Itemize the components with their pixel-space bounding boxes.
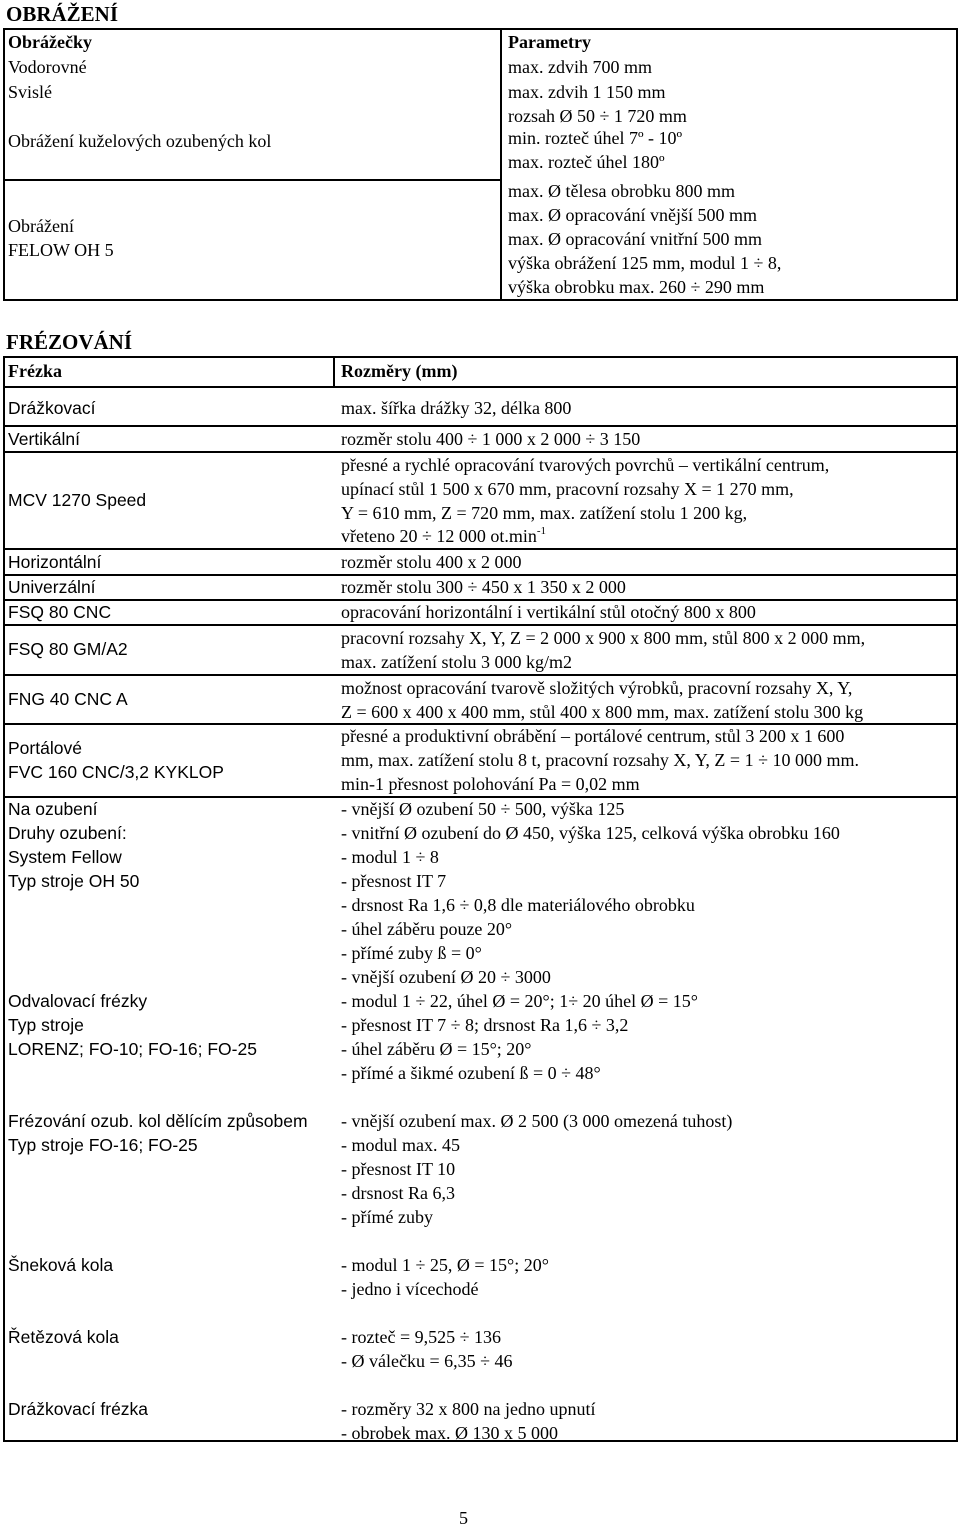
frezka-param: max. šířka drážky 32, délka 800 [341,398,572,418]
gear-machine-line [8,1061,308,1085]
gear-machine-line [8,893,308,917]
gear-param-line: - drsnost Ra 1,6 ÷ 0,8 dle materiálového obrobku [341,895,695,915]
obrazeni-param: max. Ø opracování vnější 500 mm [508,205,757,225]
frezka-param: pracovní rozsahy X, Y, Z = 2 000 x 900 x 800 mm, stůl 800 x 2 000 mm, [341,628,866,648]
gear-param-line: - vnitřní Ø ozubení do Ø 450, výška 125, celková výška obrobku 160 [341,823,840,843]
frezka-param: opracování horizontální i vertikální stůl otočný 800 x 800 [341,602,756,622]
frezka-param: přesné a produktivní obrábění – portálové centrum, stůl 3 200 x 1 600 [341,726,845,746]
gear-machine-line [8,965,308,989]
gear-machine-line [8,1157,308,1181]
gear-param-line: - obrobek max. Ø 130 x 5 000 [341,1423,558,1443]
gear-param-line [341,1301,840,1325]
frezovani-col1-header: Frézka [8,361,62,381]
gear-param-line: - vnější ozubení Ø 20 ÷ 3000 [341,967,551,987]
gear-machine-line [8,1229,308,1253]
frezka-param: min-1 přesnost polohování Pa = 0,02 mm [341,774,640,794]
gear-machine-line: Odvalovací frézky [8,991,148,1011]
frezka-param: Z = 600 x 400 x 400 mm, stůl 400 x 800 mm, max. zatížení stolu 300 kg [341,702,864,722]
gear-param-line: - modul max. 45 [341,1135,460,1155]
frezka-param: Y = 610 mm, Z = 720 mm, max. zatížení stolu 1 200 kg, [341,503,748,523]
obrazeni-param: max. zdvih 1 150 mm [508,82,666,102]
gear-machine-line: Druhy ozubení: [8,823,127,843]
frezka-name: FNG 40 CNC A [8,689,128,709]
obrazeni-param: výška obrážení 125 mm, modul 1 ÷ 8, [508,253,782,273]
gear-machine-line: System Fellow [8,847,122,867]
gear-machine-line [8,1301,308,1325]
gear-param-line: - Ø válečku = 6,35 ÷ 46 [341,1351,513,1371]
gear-param-line [341,1373,840,1397]
gear-machine-line [8,1349,308,1373]
gear-machine-line [8,1205,308,1229]
obrazeni-param: max. Ø opracování vnitřní 500 mm [508,229,762,249]
frezka-param: rozměr stolu 400 x 2 000 [341,552,522,572]
obrazeni-row-name: Svislé [8,82,53,102]
section-heading-frezovani: FRÉZOVÁNÍ [6,330,133,354]
gear-param-line: - přesnost IT 7 ÷ 8; drsnost Ra 1,6 ÷ 3,2 [341,1015,629,1035]
frezka-name: Drážkovací [8,398,96,418]
gear-param-line: - vnější ozubení max. Ø 2 500 (3 000 omezená tuhost) [341,1111,733,1131]
gear-parameters-list [341,797,840,1445]
frezka-param: přesné a rychlé opracování tvarových povrchů – vertikální centrum, [341,455,830,475]
obrazeni-row-name: Obrážení [8,216,74,236]
obrazeni-row-name: FELOW OH 5 [8,240,114,260]
gear-param-line: - úhel záběru Ø = 15°; 20° [341,1039,532,1059]
gear-param-line: - drsnost Ra 6,3 [341,1183,455,1203]
gear-param-line: - rozměry 32 x 800 na jedno upnutí [341,1399,596,1419]
gear-param-line [341,1085,840,1109]
gear-machine-line [8,1085,308,1109]
gear-machine-line [8,1181,308,1205]
frezka-name: MCV 1270 Speed [8,490,147,510]
gear-machine-line: Na ozubení [8,799,98,819]
gear-machine-line: Řetězová kola [8,1327,119,1347]
gear-machine-line [8,917,308,941]
obrazeni-row-name: Obrážení kuželových ozubených kol [8,131,272,151]
gear-machine-line: Šneková kola [8,1255,114,1275]
frezka-name: Univerzální [8,577,96,597]
gear-param-line: - přímé zuby [341,1207,433,1227]
frezka-name: FSQ 80 GM/A2 [8,639,128,659]
obrazeni-param: min. rozteč úhel 7º - 10º [508,128,683,148]
frezka-name: Vertikální [8,429,80,449]
gear-param-line: - rozteč = 9,525 ÷ 136 [341,1327,501,1347]
obrazeni-param: rozsah Ø 50 ÷ 1 720 mm [508,106,687,126]
obrazeni-col1-header: Obrážečky [8,32,92,52]
frezka-param: mm, max. zatížení stolu 8 t, pracovní rozsahy X, Y, Z = 1 ÷ 10 000 mm. [341,750,859,770]
frezka-name: FSQ 80 CNC [8,602,112,622]
frezka-name: Portálové [8,738,82,758]
gear-param-line: - modul 1 ÷ 25, Ø = 15°; 20° [341,1255,549,1275]
obrazeni-param: max. Ø tělesa obrobku 800 mm [508,181,735,201]
frezka-name: Horizontální [8,552,102,572]
section-heading-obrazeni: OBRÁŽENÍ [6,2,119,26]
obrazeni-col2-header: Parametry [508,32,591,52]
gear-machine-line [8,941,308,965]
gear-machine-line: Frézování ozub. kol dělícím způsobem [8,1111,308,1131]
frezka-param: upínací stůl 1 500 x 670 mm, pracovní rozsahy X = 1 270 mm, [341,479,794,499]
gear-param-line [341,1229,840,1253]
gear-machine-line: Typ stroje [8,1015,84,1035]
frezka-param: vřeteno 20 ÷ 12 000 $ot.\min^{-1}$ [341,525,547,546]
gear-param-line: - jedno i vícechodé [341,1279,479,1299]
obrazeni-param: výška obrobku max. 260 ÷ 290 mm [508,277,765,297]
gear-machine-line: Drážkovací frézka [8,1399,149,1419]
gear-param-line: - přímé a šikmé ozubení ß = 0 ÷ 48° [341,1063,601,1083]
obrazeni-param: max. rozteč úhel 180º [508,152,665,172]
gear-param-line: - přesnost IT 7 [341,871,447,891]
gear-param-line: - modul 1 ÷ 8 [341,847,439,867]
gear-machine-line [8,1373,308,1397]
gear-param-line: - modul 1 ÷ 22, úhel Ø = 20°; 1÷ 20 úhel Ø = 15° [341,991,698,1011]
frezka-param: rozměr stolu 400 ÷ 1 000 x 2 000 ÷ 3 150 [341,429,641,449]
gear-machine-line: Typ stroje OH 50 [8,871,140,891]
page-number: 5 [459,1508,468,1528]
frezka-param: možnost opracování tvarově složitých výrobků, pracovní rozsahy X, Y, [341,678,853,698]
gear-machine-line [8,1277,308,1301]
frezka-param: max. zatížení stolu 3 000 kg/m2 [341,652,572,672]
obrazeni-param: max. zdvih 700 mm [508,57,652,77]
gear-machine-line: LORENZ; FO-10; FO-16; FO-25 [8,1039,257,1059]
gear-param-line: - přesnost IT 10 [341,1159,456,1179]
frezka-param: rozměr stolu 300 ÷ 450 x 1 350 x 2 000 [341,577,626,597]
gear-param-line: - vnější Ø ozubení 50 ÷ 500, výška 125 [341,799,625,819]
obrazeni-table [3,28,958,301]
gear-machines-list [8,797,308,1421]
gear-param-line: - přímé zuby ß = 0° [341,943,482,963]
gear-param-line: - úhel záběru pouze 20° [341,919,513,939]
frezka-name: FVC 160 CNC/3,2 KYKLOP [8,762,224,782]
obrazeni-row-name: Vodorovné [8,57,87,77]
gear-machine-line: Typ stroje FO-16; FO-25 [8,1135,198,1155]
frezovani-col2-header: Rozměry (mm) [341,361,458,381]
